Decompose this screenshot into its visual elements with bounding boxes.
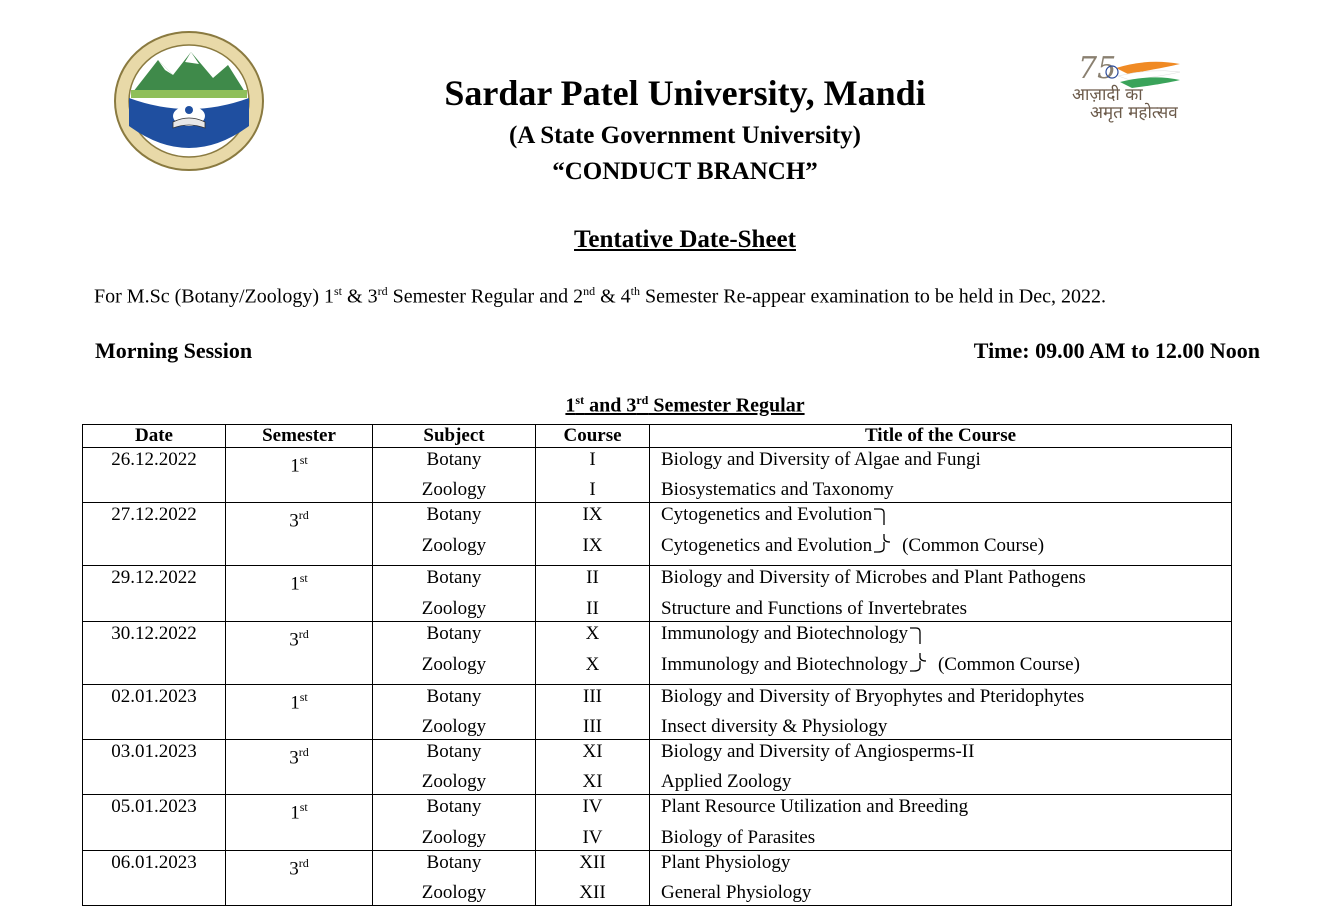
branch-name: “CONDUCT BRANCH” <box>552 158 818 185</box>
cell-course: I <box>536 478 650 503</box>
logo-right-line1: आज़ादी का <box>1072 85 1143 105</box>
header-title: Title of the Course <box>650 425 1232 448</box>
cell-course: XI <box>536 770 650 795</box>
cell-date: 03.01.2023 <box>83 739 226 770</box>
table-row <box>83 534 1232 566</box>
cell-semester <box>226 715 373 740</box>
table-row <box>83 621 1232 653</box>
cell-course-title: Biology and Diversity of Angiosperms-II <box>650 739 1232 770</box>
cell-semester: 1st <box>226 448 373 479</box>
table-row <box>83 448 1232 479</box>
date-sheet-table <box>82 424 1232 906</box>
cell-course-title: Biology and Diversity of Bryophytes and Pteridophytes <box>650 684 1232 715</box>
header-date: Date <box>83 425 226 448</box>
university-name: Sardar Patel University, Mandi <box>444 73 926 113</box>
cell-semester <box>226 826 373 851</box>
table-header-row <box>83 425 1232 448</box>
cell-subject: Zoology <box>373 597 536 622</box>
cell-course-title: Insect diversity & Physiology <box>650 715 1232 740</box>
logo-right-line2: अमृत महोत्सव <box>1090 103 1178 123</box>
brace-top <box>872 503 894 534</box>
cell-course: I <box>536 448 650 479</box>
header-course: Course <box>536 425 650 448</box>
cell-semester <box>226 478 373 503</box>
cell-date: 29.12.2022 <box>83 566 226 597</box>
cell-course: IV <box>536 795 650 826</box>
cell-semester <box>226 881 373 906</box>
cell-course: XI <box>536 739 650 770</box>
cell-subject: Zoology <box>373 534 536 566</box>
table-row <box>83 850 1232 881</box>
cell-subject: Botany <box>373 684 536 715</box>
cell-course: XII <box>536 850 650 881</box>
cell-course: X <box>536 653 650 685</box>
cell-semester: 1st <box>226 684 373 715</box>
cell-subject: Zoology <box>373 653 536 685</box>
cell-semester <box>226 597 373 622</box>
cell-semester: 3rd <box>226 739 373 770</box>
cell-date <box>83 715 226 740</box>
cell-date: 26.12.2022 <box>83 448 226 479</box>
cell-course-title: Structure and Functions of Invertebrates <box>650 597 1232 622</box>
cell-date <box>83 826 226 851</box>
session-label: Morning Session <box>95 338 253 363</box>
cell-date <box>83 881 226 906</box>
cell-date <box>83 653 226 685</box>
cell-subject: Zoology <box>373 826 536 851</box>
cell-subject: Botany <box>373 850 536 881</box>
table-row <box>83 503 1232 535</box>
cell-semester: 3rd <box>226 503 373 535</box>
document-title: Tentative Date-Sheet <box>574 226 796 253</box>
cell-course: III <box>536 684 650 715</box>
cell-subject: Botany <box>373 621 536 653</box>
table-caption: 1st and 3rd Semester Regular <box>565 393 805 417</box>
cell-date: 30.12.2022 <box>83 621 226 653</box>
cell-course-title: Biology of Parasites <box>650 826 1232 851</box>
table-row <box>83 684 1232 715</box>
table-row <box>83 770 1232 795</box>
cell-semester: 3rd <box>226 850 373 881</box>
cell-course-title: Plant Resource Utilization and Breeding <box>650 795 1232 826</box>
cell-course-title: Biology and Diversity of Microbes and Plant Pathogens <box>650 566 1232 597</box>
cell-course: X <box>536 621 650 653</box>
cell-date <box>83 534 226 566</box>
cell-subject: Botany <box>373 739 536 770</box>
header-semester: Semester <box>226 425 373 448</box>
cell-semester <box>226 653 373 685</box>
svg-text:75: 75 <box>1078 51 1117 86</box>
cell-course: IX <box>536 534 650 566</box>
header-subject: Subject <box>373 425 536 448</box>
cell-semester <box>226 770 373 795</box>
common-course-note: (Common Course) <box>937 653 1080 675</box>
cell-course-title: General Physiology <box>650 881 1232 906</box>
cell-course-title: Applied Zoology <box>650 770 1232 795</box>
cell-course: II <box>536 566 650 597</box>
brace-bottom <box>908 653 930 684</box>
cell-semester: 1st <box>226 795 373 826</box>
table-row <box>83 826 1232 851</box>
cell-date: 02.01.2023 <box>83 684 226 715</box>
cell-subject: Zoology <box>373 881 536 906</box>
table-row <box>83 653 1232 685</box>
table-row <box>83 715 1232 740</box>
cell-subject: Zoology <box>373 715 536 740</box>
table-row <box>83 597 1232 622</box>
cell-course: IX <box>536 503 650 535</box>
table-row <box>83 739 1232 770</box>
cell-subject: Zoology <box>373 478 536 503</box>
cell-subject: Botany <box>373 448 536 479</box>
brace-bottom <box>872 534 894 565</box>
cell-date <box>83 597 226 622</box>
university-subtitle: (A State Government University) <box>508 122 861 149</box>
cell-course-title: Biosystematics and Taxonomy <box>650 478 1232 503</box>
cell-course: IV <box>536 826 650 851</box>
session-time: Time: 09.00 AM to 12.00 Noon <box>973 338 1260 363</box>
cell-subject: Botany <box>373 503 536 535</box>
cell-course: XII <box>536 881 650 906</box>
cell-semester: 3rd <box>226 621 373 653</box>
table-row <box>83 478 1232 503</box>
cell-subject: Botany <box>373 566 536 597</box>
cell-course-title: Immunology and Biotechnology (Common Course) <box>650 653 1232 685</box>
cell-date <box>83 770 226 795</box>
table-row <box>83 881 1232 906</box>
cell-course-title: Biology and Diversity of Algae and Fungi <box>650 448 1232 479</box>
cell-semester: 1st <box>226 566 373 597</box>
cell-date: 27.12.2022 <box>83 503 226 535</box>
cell-date: 06.01.2023 <box>83 850 226 881</box>
table-row <box>83 795 1232 826</box>
cell-subject: Botany <box>373 795 536 826</box>
cell-course: II <box>536 597 650 622</box>
brace-top <box>908 622 930 653</box>
common-course-note: (Common Course) <box>902 535 1045 557</box>
cell-subject: Zoology <box>373 770 536 795</box>
cell-semester <box>226 534 373 566</box>
cell-date <box>83 478 226 503</box>
cell-course-title: Immunology and Biotechnology <box>650 621 1232 653</box>
cell-date: 05.01.2023 <box>83 795 226 826</box>
intro-paragraph: For M.Sc (Botany/Zoology) 1st & 3rd Semester Regular and 2nd & 4th Semester Re-appear examination to be held in Dec, 2022. <box>94 284 1106 308</box>
cell-course-title: Plant Physiology <box>650 850 1232 881</box>
table-row <box>83 566 1232 597</box>
cell-course-title: Cytogenetics and Evolution (Common Course) <box>650 534 1232 566</box>
cell-course-title: Cytogenetics and Evolution <box>650 503 1232 535</box>
table-body <box>83 448 1232 906</box>
cell-course: III <box>536 715 650 740</box>
